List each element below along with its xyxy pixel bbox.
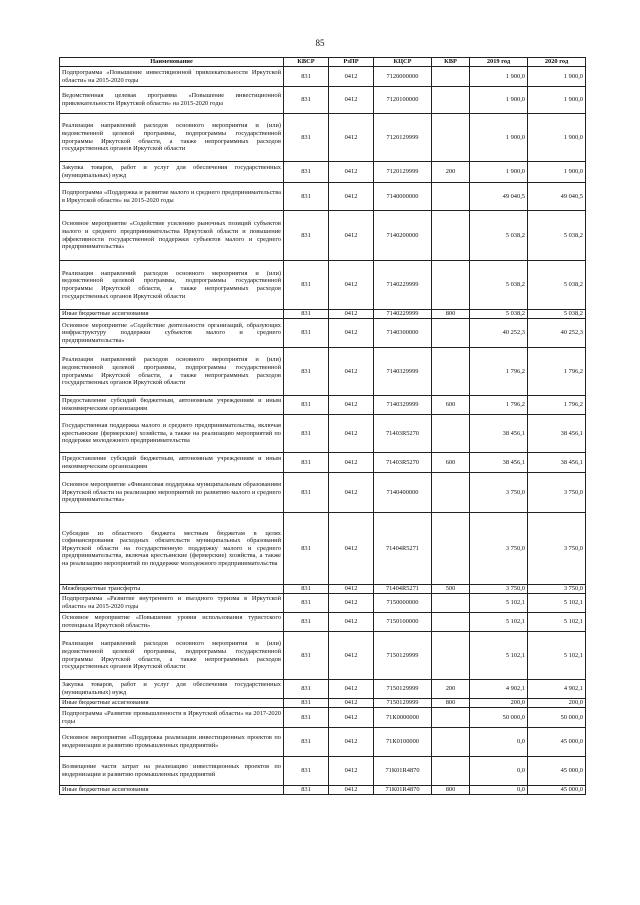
table-row (60, 114, 586, 162)
row-kvsr: 831 (284, 261, 329, 310)
row-kcsr: 7120000000 (374, 67, 432, 87)
row-2019: 5 038,2 (470, 261, 528, 310)
row-kvsr: 831 (284, 699, 329, 708)
row-kcsr: 7150100000 (374, 613, 432, 632)
row-kcsr: 7140400000 (374, 473, 432, 513)
row-name: Межбюджетные трансферты (60, 585, 284, 594)
row-rzpr: 0412 (329, 348, 374, 396)
row-name: Иные бюджетные ассигнования (60, 310, 284, 319)
table-row (60, 513, 586, 585)
row-2020: 4 902,1 (528, 680, 586, 699)
row-rzpr: 0412 (329, 680, 374, 699)
table-row (60, 415, 586, 453)
row-kvr (432, 708, 470, 728)
table-row (60, 310, 586, 319)
row-rzpr: 0412 (329, 310, 374, 319)
row-kvsr: 831 (284, 67, 329, 87)
row-2020: 1 796,2 (528, 396, 586, 415)
row-kcsr: 71К0100000 (374, 728, 432, 757)
row-kcsr: 7140229999 (374, 310, 432, 319)
row-kvsr: 831 (284, 183, 329, 211)
row-kcsr: 71К01R4870 (374, 757, 432, 786)
table-row (60, 708, 586, 728)
row-kvr (432, 513, 470, 585)
table-row (60, 757, 586, 786)
row-name: Возмещение части затрат на реализацию инвестиционных проектов по модернизации и развитию промышленных предприятий (60, 757, 284, 786)
row-kcsr: 7140200000 (374, 211, 432, 261)
row-kvsr: 831 (284, 319, 329, 348)
row-kcsr: 7150000000 (374, 594, 432, 613)
row-name: Предоставление субсидий бюджетным, автономным учреждениям и иным некоммерческим организациям (60, 453, 284, 473)
header-name: Наименование (60, 58, 284, 67)
row-rzpr: 0412 (329, 114, 374, 162)
table-row (60, 473, 586, 513)
row-2019: 5 038,2 (470, 310, 528, 319)
table-header-row (60, 58, 586, 67)
row-kvsr: 831 (284, 708, 329, 728)
table-row (60, 453, 586, 473)
row-name: Реализация направлений расходов основного мероприятия и (или) ведомственной целевой программы, подпрограммы государственной программы Иркутской области, а также непрограммных расходов государственных органов Иркутской области (60, 261, 284, 310)
table-row (60, 261, 586, 310)
row-2019: 4 902,1 (470, 680, 528, 699)
row-kcsr: 7120100000 (374, 87, 432, 114)
row-kvsr: 831 (284, 453, 329, 473)
row-rzpr: 0412 (329, 261, 374, 310)
row-kvsr: 831 (284, 613, 329, 632)
header-kcsr: КЦСР (374, 58, 432, 67)
row-kcsr: 7140000000 (374, 183, 432, 211)
row-kvr (432, 183, 470, 211)
table-body (60, 67, 586, 795)
table-row (60, 699, 586, 708)
row-2020: 50 000,0 (528, 708, 586, 728)
header-kvr: КВР (432, 58, 470, 67)
row-2019: 40 252,3 (470, 319, 528, 348)
table-row (60, 632, 586, 680)
row-2020: 3 750,0 (528, 585, 586, 594)
row-kvsr: 831 (284, 632, 329, 680)
row-2019: 50 000,0 (470, 708, 528, 728)
row-2019: 1 900,0 (470, 87, 528, 114)
table-row (60, 396, 586, 415)
row-2020: 38 456,1 (528, 415, 586, 453)
table-row (60, 87, 586, 114)
row-2019: 200,0 (470, 699, 528, 708)
row-kvsr: 831 (284, 680, 329, 699)
row-2019: 1 900,0 (470, 162, 528, 183)
row-2019: 0,0 (470, 728, 528, 757)
row-2020: 40 252,3 (528, 319, 586, 348)
row-2020: 45 000,0 (528, 757, 586, 786)
row-kvr: 600 (432, 453, 470, 473)
row-rzpr: 0412 (329, 415, 374, 453)
row-2020: 5 038,2 (528, 261, 586, 310)
row-kcsr: 7140300000 (374, 319, 432, 348)
row-kvr (432, 613, 470, 632)
row-name: Основное мероприятие «Содействие усилению рыночных позиций субъектов малого и среднего предпринимательства Иркутской области и повышение эффективности государственной поддержки субъектов малого и среднего предпринимательства» (60, 211, 284, 261)
row-kvr (432, 319, 470, 348)
row-kcsr: 71403R5270 (374, 415, 432, 453)
row-2019: 3 750,0 (470, 585, 528, 594)
row-kvr: 200 (432, 162, 470, 183)
row-kcsr: 7120129999 (374, 162, 432, 183)
table-row (60, 613, 586, 632)
row-kvsr: 831 (284, 415, 329, 453)
row-kcsr: 71403R5270 (374, 453, 432, 473)
table-row (60, 594, 586, 613)
row-kcsr: 7150129999 (374, 699, 432, 708)
row-2020: 1 796,2 (528, 348, 586, 396)
row-name: Иные бюджетные ассигнования (60, 786, 284, 795)
row-rzpr: 0412 (329, 319, 374, 348)
row-2019: 3 750,0 (470, 513, 528, 585)
row-kvr (432, 211, 470, 261)
row-2020: 5 038,2 (528, 310, 586, 319)
row-2020: 45 000,0 (528, 728, 586, 757)
row-kcsr: 71404R5271 (374, 585, 432, 594)
row-name: Реализация направлений расходов основного мероприятия и (или) ведомственной целевой программы, подпрограммы государственной программы Иркутской области, а также непрограммных расходов государственных органов Иркутской области (60, 114, 284, 162)
row-name: Иные бюджетные ассигнования (60, 699, 284, 708)
row-2019: 38 456,1 (470, 415, 528, 453)
row-2020: 5 038,2 (528, 211, 586, 261)
row-2019: 1 900,0 (470, 67, 528, 87)
row-name: Основное мероприятие «Поддержка реализации инвестиционных проектов по модернизации и развитию промышленных предприятий» (60, 728, 284, 757)
row-kvr: 800 (432, 786, 470, 795)
row-name: Подпрограмма «Развитие промышленности в Иркутской области» на 2017-2020 годы (60, 708, 284, 728)
row-2019: 5 038,2 (470, 211, 528, 261)
row-kvr: 600 (432, 396, 470, 415)
page-number: 85 (315, 38, 325, 48)
row-rzpr: 0412 (329, 699, 374, 708)
row-kvsr: 831 (284, 728, 329, 757)
row-kcsr: 71К0000000 (374, 708, 432, 728)
row-kvsr: 831 (284, 396, 329, 415)
row-rzpr: 0412 (329, 594, 374, 613)
table-row (60, 183, 586, 211)
row-2020: 1 900,0 (528, 162, 586, 183)
row-2019: 0,0 (470, 757, 528, 786)
row-2019: 1 796,2 (470, 396, 528, 415)
row-kvr: 500 (432, 585, 470, 594)
table-row (60, 680, 586, 699)
row-kvr (432, 67, 470, 87)
header-kvsr: КВСР (284, 58, 329, 67)
budget-table (59, 57, 586, 795)
row-2020: 200,0 (528, 699, 586, 708)
row-name: Субсидии из областного бюджета местным бюджетам в целях софинансирования расходных обязательств муниципальных образований Иркутской области на государственную поддержку малого и среднего предпринимательства, включая крестьянские (фермерские) хозяйства, а также на реализацию мероприятий по поддержке молодежного предпринимательства (60, 513, 284, 585)
row-name: Подпрограмма «Поддержка и развитие малого и среднего предпринимательства в Иркутской области» на 2015-2020 годы (60, 183, 284, 211)
row-rzpr: 0412 (329, 786, 374, 795)
header-2020: 2020 год (528, 58, 586, 67)
table-row (60, 585, 586, 594)
row-kvr (432, 728, 470, 757)
row-kvsr: 831 (284, 87, 329, 114)
row-kvr (432, 261, 470, 310)
row-2020: 3 750,0 (528, 473, 586, 513)
table-row (60, 67, 586, 87)
row-kvr (432, 632, 470, 680)
row-kvsr: 831 (284, 585, 329, 594)
row-name: Реализация направлений расходов основного мероприятия и (или) ведомственной целевой программы, подпрограммы государственной программы Иркутской области, а также непрограммных расходов государственных органов Иркутской области (60, 348, 284, 396)
row-kvsr: 831 (284, 473, 329, 513)
row-kvsr: 831 (284, 114, 329, 162)
row-rzpr: 0412 (329, 396, 374, 415)
header-2019: 2019 год (470, 58, 528, 67)
row-name: Государственная поддержка малого и среднего предпринимательства, включая крестьянские (фермерские) хозяйства, а также на реализацию мероприятий по поддержке молодежного предпринимательства (60, 415, 284, 453)
row-kvsr: 831 (284, 594, 329, 613)
row-name: Предоставление субсидий бюджетным, автономным учреждениям и иным некоммерческим организациям (60, 396, 284, 415)
row-name: Основное мероприятие «Повышение уровня использования туристского потенциала Иркутской области» (60, 613, 284, 632)
row-rzpr: 0412 (329, 162, 374, 183)
row-rzpr: 0412 (329, 708, 374, 728)
row-kvr: 800 (432, 310, 470, 319)
row-2019: 5 102,1 (470, 632, 528, 680)
row-rzpr: 0412 (329, 67, 374, 87)
row-kcsr: 7150129999 (374, 632, 432, 680)
row-kvr (432, 473, 470, 513)
row-2020: 5 102,1 (528, 613, 586, 632)
table-row (60, 728, 586, 757)
row-kcsr: 71404R5271 (374, 513, 432, 585)
row-2020: 1 900,0 (528, 114, 586, 162)
row-2020: 45 000,0 (528, 786, 586, 795)
header-rzpr: РзПР (329, 58, 374, 67)
row-kvsr: 831 (284, 310, 329, 319)
row-kvr (432, 757, 470, 786)
row-2020: 38 456,1 (528, 453, 586, 473)
row-name: Ведомственная целевая программа «Повышение инвестиционной привлекательности Иркутской области» на 2015-2020 годы (60, 87, 284, 114)
row-kvr: 200 (432, 680, 470, 699)
row-2020: 1 900,0 (528, 67, 586, 87)
row-kcsr: 7150129999 (374, 680, 432, 699)
row-2019: 0,0 (470, 786, 528, 795)
table-row (60, 211, 586, 261)
row-kcsr: 7140329999 (374, 348, 432, 396)
row-kcsr: 7120129999 (374, 114, 432, 162)
row-kvr: 800 (432, 699, 470, 708)
row-name: Основное мероприятие «Финансовая поддержка муниципальным образованиям Иркутской области на реализацию мероприятий по развитию малого и среднего предпринимательства» (60, 473, 284, 513)
row-rzpr: 0412 (329, 728, 374, 757)
row-2019: 1 900,0 (470, 114, 528, 162)
row-2020: 49 040,5 (528, 183, 586, 211)
row-rzpr: 0412 (329, 87, 374, 114)
row-2019: 38 456,1 (470, 453, 528, 473)
row-rzpr: 0412 (329, 613, 374, 632)
row-kvsr: 831 (284, 513, 329, 585)
row-2019: 3 750,0 (470, 473, 528, 513)
row-kvr (432, 415, 470, 453)
row-2020: 3 750,0 (528, 513, 586, 585)
row-rzpr: 0412 (329, 211, 374, 261)
row-name: Реализация направлений расходов основного мероприятия и (или) ведомственной целевой программы, подпрограммы государственной программы Иркутской области, а также непрограммных расходов государственных органов Иркутской области (60, 632, 284, 680)
row-2019: 5 102,1 (470, 613, 528, 632)
row-rzpr: 0412 (329, 473, 374, 513)
row-rzpr: 0412 (329, 183, 374, 211)
row-kvsr: 831 (284, 786, 329, 795)
table-row (60, 319, 586, 348)
row-kcsr: 7140329999 (374, 396, 432, 415)
row-rzpr: 0412 (329, 757, 374, 786)
row-rzpr: 0412 (329, 585, 374, 594)
table-row (60, 786, 586, 795)
row-name: Основное мероприятие «Содействие деятельности организаций, образующих инфраструктуру поддержки субъектов малого и среднего предпринимательства» (60, 319, 284, 348)
row-kvr (432, 87, 470, 114)
row-name: Закупка товаров, работ и услуг для обеспечения государственных (муниципальных) нужд (60, 162, 284, 183)
row-2020: 5 102,1 (528, 594, 586, 613)
row-kvr (432, 594, 470, 613)
row-name: Подпрограмма «Повышение инвестиционной привлекательности Иркутской области» на 2015-2020 годы (60, 67, 284, 87)
row-rzpr: 0412 (329, 453, 374, 473)
row-kvsr: 831 (284, 211, 329, 261)
row-kcsr: 7140229999 (374, 261, 432, 310)
row-kvr (432, 114, 470, 162)
row-kcsr: 71К01R4870 (374, 786, 432, 795)
row-kvsr: 831 (284, 757, 329, 786)
row-2020: 1 900,0 (528, 87, 586, 114)
row-rzpr: 0412 (329, 632, 374, 680)
table-row (60, 162, 586, 183)
row-name: Закупка товаров, работ и услуг для обеспечения государственных (муниципальных) нужд (60, 680, 284, 699)
table-row (60, 348, 586, 396)
row-2020: 5 102,1 (528, 632, 586, 680)
row-kvr (432, 348, 470, 396)
row-kvsr: 831 (284, 162, 329, 183)
row-name: Подпрограмма «Развитие внутреннего и въездного туризма в Иркутской области» на 2015-2020 годы (60, 594, 284, 613)
row-2019: 49 040,5 (470, 183, 528, 211)
row-2019: 1 796,2 (470, 348, 528, 396)
row-rzpr: 0412 (329, 513, 374, 585)
row-kvsr: 831 (284, 348, 329, 396)
row-2019: 5 102,1 (470, 594, 528, 613)
